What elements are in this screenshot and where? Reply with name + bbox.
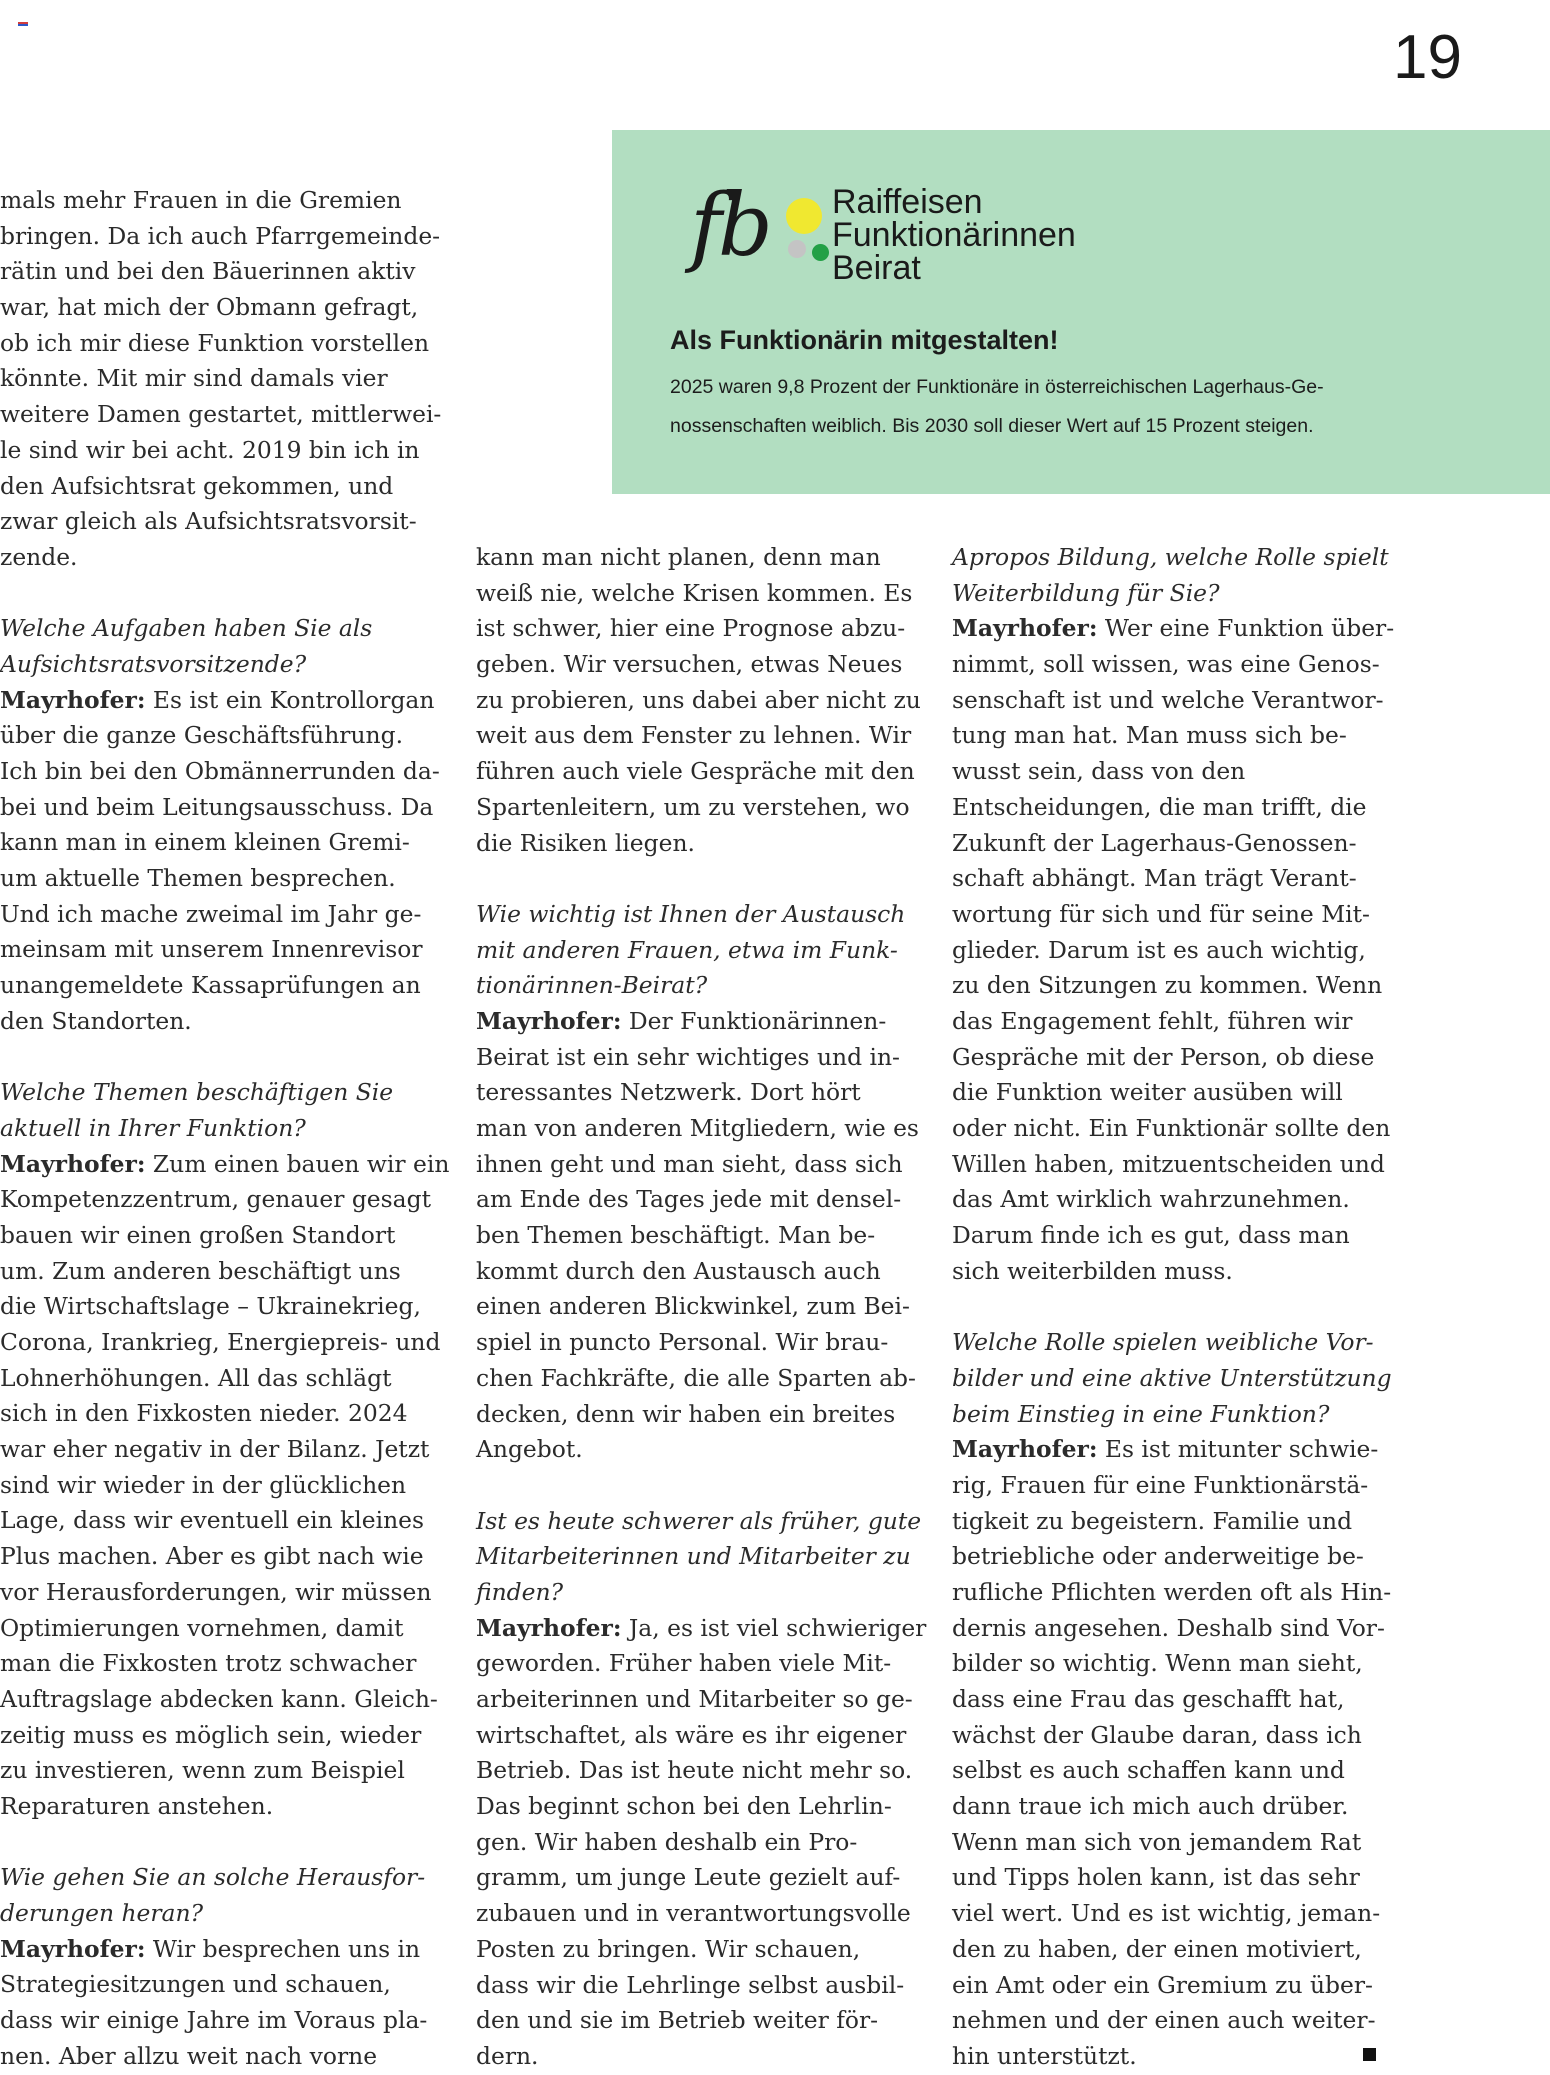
text-line: nimmt, soll wissen, was eine Genos- xyxy=(952,650,1380,679)
question-line: Weiterbildung für Sie? xyxy=(952,578,1220,607)
info-box-text xyxy=(670,368,1490,446)
text-line: Corona, Irankrieg, Energiepreis- und xyxy=(0,1328,441,1356)
logo-mark: fb xyxy=(690,176,769,276)
text-line: rig, Frauen für eine Funktionärstä- xyxy=(952,1470,1369,1499)
answer-text: Der Funktionärinnen- xyxy=(621,1006,887,1035)
text-line: gen. Wir haben deshalb ein Pro- xyxy=(476,1827,858,1856)
text-line: Lohnerhöhungen. All das schlägt xyxy=(0,1363,392,1392)
question-line: derungen heran? xyxy=(0,1899,204,1927)
text-line: betriebliche oder anderweitige be- xyxy=(952,1542,1364,1571)
text-line: könnte. Mit mir sind damals vier xyxy=(0,364,388,393)
text-line: dann traue ich mich auch drüber. xyxy=(952,1792,1349,1821)
text-line: den und sie im Betrieb weiter för- xyxy=(476,2006,879,2035)
text-line: führen auch viele Gespräche mit den xyxy=(476,757,915,786)
question-line: tionärinnen-Beirat? xyxy=(476,971,708,1000)
text-line: war eher negativ in der Bilanz. Jetzt xyxy=(0,1435,430,1464)
article-column-3 xyxy=(952,540,1395,2075)
logo-line: Beirat xyxy=(832,249,921,287)
answer-text: Wir besprechen uns in xyxy=(145,1934,421,1963)
question-line: Welche Rolle spielen weibliche Vor- xyxy=(952,1328,1374,1357)
green-dot-icon xyxy=(812,244,829,261)
text-line: senschaft ist und welche Verantwor- xyxy=(952,685,1384,714)
text-line: Spartenleitern, um zu verstehen, wo xyxy=(476,792,910,821)
text-line: Entscheidungen, die man trifft, die xyxy=(952,792,1367,821)
answer-line xyxy=(476,1611,927,1647)
speaker-name: Mayrhofer: xyxy=(0,1149,146,1178)
text-line xyxy=(952,1289,1390,1325)
text-line: viel wert. Und es ist wichtig, jeman- xyxy=(952,1899,1381,1928)
text-line: schaft abhängt. Man trägt Verant- xyxy=(952,864,1357,893)
text-line: gramm, um junge Leute gezielt auf- xyxy=(476,1863,901,1892)
question-line: Welche Aufgaben haben Sie als xyxy=(0,614,373,643)
info-box xyxy=(612,130,1550,494)
text-line: Wenn man sich von jemandem Rat xyxy=(952,1827,1362,1856)
text-line: bilder so wichtig. Wenn man sieht, xyxy=(952,1649,1363,1678)
text-line: kann man in einem kleinen Gremi- xyxy=(0,828,410,857)
text-line: geworden. Früher haben viele Mit- xyxy=(476,1649,892,1678)
text-line: zwar gleich als Aufsichtsratsvorsit- xyxy=(0,507,417,536)
text-line: zubauen und in verantwortungsvolle xyxy=(476,1899,911,1928)
text-line: glieder. Darum ist es auch wichtig, xyxy=(952,935,1366,964)
text-line: Angebot. xyxy=(476,1435,583,1464)
text-line: um. Zum anderen beschäftigt uns xyxy=(0,1256,401,1285)
text-line: decken, denn wir haben ein breites xyxy=(476,1399,896,1428)
logo-line: Raiffeisen xyxy=(832,183,983,221)
flag-icon xyxy=(18,22,28,27)
text-line: sind wir wieder in der glücklichen xyxy=(0,1470,407,1499)
text-line: wirtschaftet, als wäre es ihr eigener xyxy=(476,1720,907,1749)
text-line: rätin und bei den Bäuerinnen aktiv xyxy=(0,257,416,286)
text-line: die Risiken liegen. xyxy=(476,828,695,857)
text-line: man von anderen Mitgliedern, wie es xyxy=(476,1114,919,1142)
text-line: arbeiterinnen und Mitarbeiter so ge- xyxy=(476,1685,913,1713)
text-line: weit aus dem Fenster zu lehnen. Wir xyxy=(476,721,912,750)
text-line: Beirat ist ein sehr wichtiges und in- xyxy=(476,1042,900,1071)
question-line: finden? xyxy=(476,1577,564,1606)
text-line: Kompetenzzentrum, genauer gesagt xyxy=(0,1185,431,1214)
text-line: meinsam mit unserem Innenrevisor xyxy=(0,935,423,964)
text-line: Plus machen. Aber es gibt nach wie xyxy=(0,1542,424,1571)
end-mark-icon xyxy=(1363,2048,1376,2061)
question-line: aktuell in Ihrer Funktion? xyxy=(0,1113,306,1142)
answer-text: Es ist ein Kontrollorgan xyxy=(145,685,435,714)
text-line: Betrieb. Das ist heute nicht mehr so. xyxy=(476,1756,913,1785)
answer-line xyxy=(0,1147,450,1183)
speaker-name: Mayrhofer: xyxy=(476,1006,622,1035)
question-line: Welche Themen beschäftigen Sie xyxy=(0,1078,394,1107)
text-line: man die Fixkosten trotz schwacher xyxy=(0,1649,417,1678)
question-line: Aufsichtsratsvorsitzende? xyxy=(0,649,307,678)
question-line: Apropos Bildung, welche Rolle spielt xyxy=(952,543,1389,571)
text-line: und Tipps holen kann, ist das sehr xyxy=(952,1863,1360,1892)
question-line: Wie gehen Sie an solche Herausfor- xyxy=(0,1863,426,1892)
text-line: Das beginnt schon bei den Lehrlin- xyxy=(476,1792,892,1821)
question-line: Ist es heute schwerer als früher, gute xyxy=(476,1506,922,1535)
text-line: am Ende des Tages jede mit densel- xyxy=(476,1185,902,1214)
text-line: dass wir die Lehrlinge selbst ausbil- xyxy=(476,1970,905,1999)
text-line: bringen. Da ich auch Pfarrgemeinde- xyxy=(0,221,441,250)
text-line: das Amt wirklich wahrzunehmen. xyxy=(952,1185,1350,1214)
answer-line xyxy=(476,1004,914,1040)
text-line: rufliche Pflichten werden oft als Hin- xyxy=(952,1577,1392,1606)
text-line: tigkeit zu begeistern. Familie und xyxy=(952,1506,1353,1535)
text-line: Posten zu bringen. Wir schauen, xyxy=(476,1934,861,1963)
text-line: den zu haben, der einen motiviert, xyxy=(952,1934,1362,1963)
text-line: weiß nie, welche Krisen kommen. Es xyxy=(476,578,913,607)
text-line: wortung für sich und für seine Mit- xyxy=(952,899,1370,928)
info-box-line: 2025 waren 9,8 Prozent der Funktionäre in österreichischen Lagerhaus-Ge- xyxy=(670,376,1324,398)
text-line: chen Fachkräfte, die alle Sparten ab- xyxy=(476,1363,916,1392)
text-line: Auftragslage abdecken kann. Gleich- xyxy=(0,1684,438,1713)
text-line: Reparaturen anstehen. xyxy=(0,1791,274,1820)
answer-line xyxy=(0,683,438,719)
question-line: beim Einstieg in eine Funktion? xyxy=(952,1399,1330,1428)
text-line: über die ganze Geschäftsführung. xyxy=(0,721,404,750)
text-line: um aktuelle Themen besprechen. xyxy=(0,864,396,893)
answer-text: Wer eine Funktion über- xyxy=(1097,614,1395,643)
speaker-name: Mayrhofer: xyxy=(0,685,146,714)
text-line: dernis angesehen. Deshalb sind Vor- xyxy=(952,1613,1385,1642)
text-line: die Wirtschaftslage – Ukrainekrieg, xyxy=(0,1292,421,1321)
text-line: Optimierungen vornehmen, damit xyxy=(0,1613,404,1642)
text-line xyxy=(0,576,438,612)
text-line: oder nicht. Ein Funktionär sollte den xyxy=(952,1114,1391,1142)
text-line xyxy=(0,1825,438,1861)
logo-line: Funktionärinnen xyxy=(832,216,1076,254)
article-column-1 xyxy=(0,183,450,2074)
answer-line xyxy=(952,1432,1390,1468)
text-line: war, hat mich der Obmann gefragt, xyxy=(0,293,419,322)
text-line: geben. Wir versuchen, etwas Neues xyxy=(476,650,903,679)
text-line: sich in den Fixkosten nieder. 2024 xyxy=(0,1399,408,1428)
text-line: den Aufsichtsrat gekommen, und xyxy=(0,471,394,500)
text-line: einen anderen Blickwinkel, zum Bei- xyxy=(476,1292,910,1321)
text-line: Strategiesitzungen und schauen, xyxy=(0,1970,391,1999)
answer-text: Ja, es ist viel schwieriger xyxy=(621,1613,927,1642)
text-line: bei und beim Leitungsausschuss. Da xyxy=(0,792,434,821)
text-line: ihnen geht und man sieht, dass sich xyxy=(476,1149,903,1178)
text-line: zu probieren, uns dabei aber nicht zu xyxy=(476,685,921,714)
text-line: tung man hat. Man muss sich be- xyxy=(952,721,1347,750)
text-line: ein Amt oder ein Gremium zu über- xyxy=(952,1970,1373,1999)
text-line: Gespräche mit der Person, ob diese xyxy=(952,1042,1375,1071)
answer-text: Zum einen bauen wir ein xyxy=(145,1149,450,1178)
answer-line xyxy=(0,1932,438,1968)
text-line: zu den Sitzungen zu kommen. Wenn xyxy=(952,971,1383,1000)
text-line: zeitig muss es möglich sein, wieder xyxy=(0,1720,422,1749)
text-line: le sind wir bei acht. 2019 bin ich in xyxy=(0,435,420,464)
text-line: vor Herausforderungen, wir müssen xyxy=(0,1577,432,1606)
text-line: weitere Damen gestartet, mittlerwei- xyxy=(0,400,442,429)
text-line: teressantes Netzwerk. Dort hört xyxy=(476,1078,861,1107)
text-line: dass wir einige Jahre im Voraus pla- xyxy=(0,2006,428,2035)
text-line xyxy=(476,861,914,897)
text-line xyxy=(476,1468,914,1504)
question-line: Wie wichtig ist Ihnen der Austausch xyxy=(476,899,906,928)
question-line: mit anderen Frauen, etwa im Funk- xyxy=(476,935,898,964)
text-line: das Engagement fehlt, führen wir xyxy=(952,1006,1353,1035)
text-line: Und ich mache zweimal im Jahr ge- xyxy=(0,899,422,928)
text-line: hin unterstützt. xyxy=(952,2041,1137,2070)
text-line: kommt durch den Austausch auch xyxy=(476,1256,881,1285)
text-line: nen. Aber allzu weit nach vorne xyxy=(0,2041,378,2070)
text-line: dern. xyxy=(476,2041,539,2070)
info-box-line: nossenschaften weiblich. Bis 2030 soll dieser Wert auf 15 Prozent steigen. xyxy=(670,415,1314,437)
text-line: den Standorten. xyxy=(0,1006,192,1035)
text-line: ben Themen beschäftigt. Man be- xyxy=(476,1221,876,1250)
text-line: dass eine Frau das geschafft hat, xyxy=(952,1685,1345,1713)
question-line: Mitarbeiterinnen und Mitarbeiter zu xyxy=(476,1542,911,1571)
text-line: selbst es auch schaffen kann und xyxy=(952,1756,1345,1785)
text-line: ob ich mir diese Funktion vorstellen xyxy=(0,328,430,357)
speaker-name: Mayrhofer: xyxy=(0,1934,146,1963)
page-number: 19 xyxy=(1393,23,1462,92)
speaker-name: Mayrhofer: xyxy=(952,614,1098,643)
text-line: Willen haben, mitzuentscheiden und xyxy=(952,1149,1385,1178)
text-line: wächst der Glaube daran, dass ich xyxy=(952,1720,1362,1749)
yellow-dot-icon xyxy=(786,198,822,234)
text-line: nehmen und der einen auch weiter- xyxy=(952,2006,1376,2035)
question-line: bilder und eine aktive Unterstützung xyxy=(952,1363,1392,1392)
text-line: bauen wir einen großen Standort xyxy=(0,1220,396,1249)
logo-wordmark xyxy=(832,183,1076,287)
text-line: die Funktion weiter ausüben will xyxy=(952,1078,1343,1107)
grey-dot-icon xyxy=(788,240,806,258)
text-line: mals mehr Frauen in die Gremien xyxy=(0,186,402,214)
text-line: zu investieren, wenn zum Beispiel xyxy=(0,1756,405,1785)
speaker-name: Mayrhofer: xyxy=(476,1613,622,1642)
answer-text: Es ist mitunter schwie- xyxy=(1097,1435,1379,1464)
text-line: Lage, dass wir eventuell ein kleines xyxy=(0,1506,425,1535)
answer-line xyxy=(952,611,1395,647)
text-line: unangemeldete Kassaprüfungen an xyxy=(0,971,421,1000)
article-column-2 xyxy=(476,540,927,2075)
speaker-name: Mayrhofer: xyxy=(952,1435,1098,1464)
text-line: Zukunft der Lagerhaus-Genossen- xyxy=(952,828,1357,857)
funktionaerinnen-beirat-logo xyxy=(672,178,1092,288)
text-line: ist schwer, hier eine Prognose abzu- xyxy=(476,614,906,643)
text-line: sich weiterbilden muss. xyxy=(952,1256,1233,1285)
text-line: wusst sein, dass von den xyxy=(952,757,1246,786)
text-line: zende. xyxy=(0,542,78,571)
text-line: Ich bin bei den Obmännerrunden da- xyxy=(0,757,440,785)
info-box-title: Als Funktionärin mitgestalten! xyxy=(670,325,1059,355)
text-line xyxy=(0,1040,438,1076)
text-line: Darum finde ich es gut, dass man xyxy=(952,1221,1350,1250)
text-line: kann man nicht planen, denn man xyxy=(476,543,881,571)
text-line: spiel in puncto Personal. Wir brau- xyxy=(476,1328,889,1357)
